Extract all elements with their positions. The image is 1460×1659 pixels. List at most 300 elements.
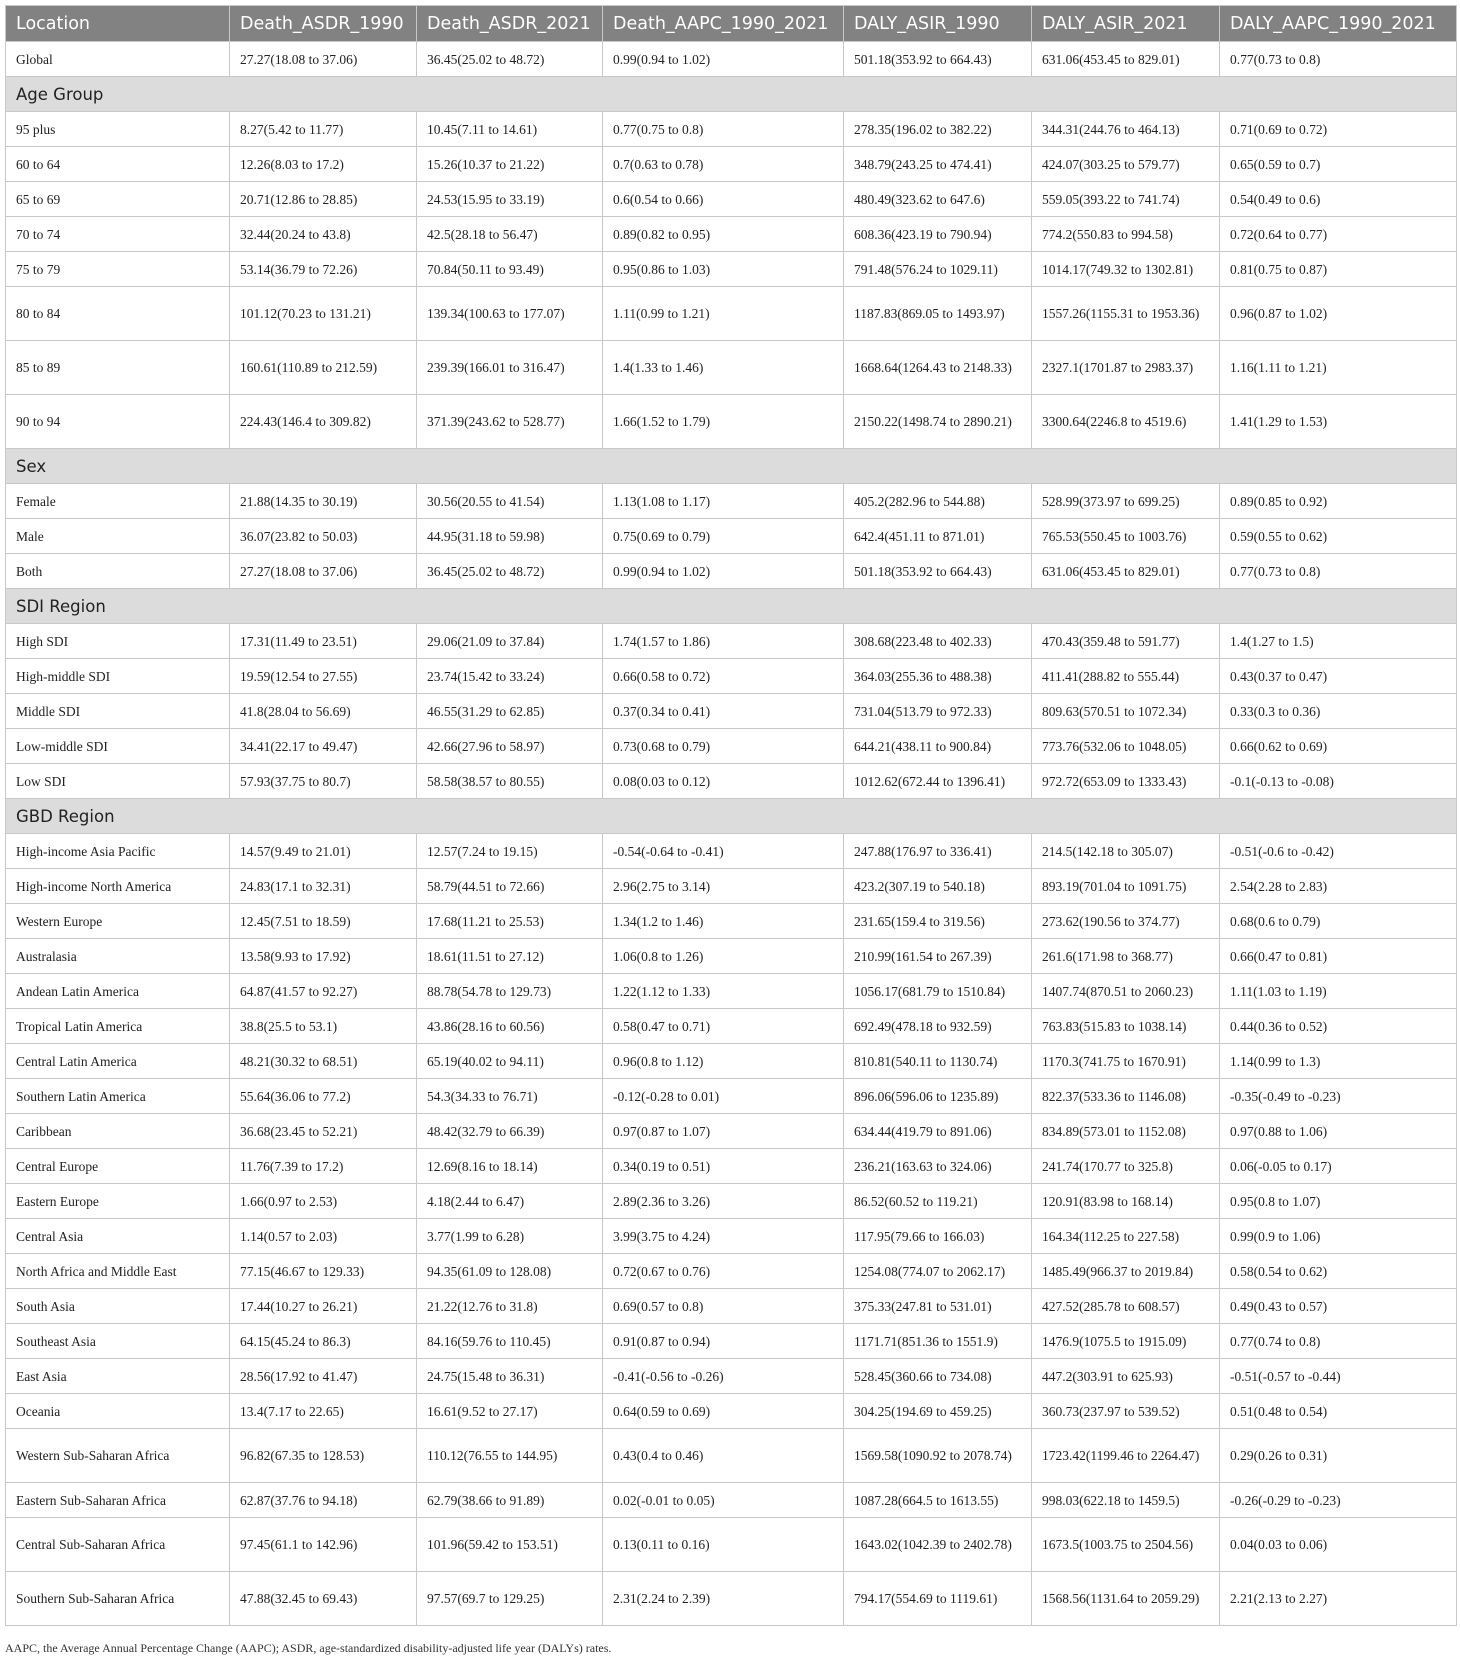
value-cell: 1.11(0.99 to 1.21): [603, 287, 844, 341]
value-cell: 0.77(0.73 to 0.8): [1220, 554, 1457, 589]
table-row: [6, 182, 1457, 217]
column-header: Death_AAPC_1990_2021: [603, 6, 844, 42]
value-cell: 423.2(307.19 to 540.18): [844, 869, 1032, 904]
column-header: Death_ASDR_1990: [230, 6, 417, 42]
value-cell: 411.41(288.82 to 555.44): [1032, 659, 1220, 694]
value-cell: 375.33(247.81 to 531.01): [844, 1289, 1032, 1324]
value-cell: 1568.56(1131.64 to 2059.29): [1032, 1572, 1220, 1626]
value-cell: 1056.17(681.79 to 1510.84): [844, 974, 1032, 1009]
value-cell: 0.99(0.94 to 1.02): [603, 554, 844, 589]
value-cell: 17.68(11.21 to 25.53): [417, 904, 603, 939]
value-cell: 896.06(596.06 to 1235.89): [844, 1079, 1032, 1114]
value-cell: 224.43(146.4 to 309.82): [230, 395, 417, 449]
value-cell: -0.51(-0.6 to -0.42): [1220, 834, 1457, 869]
value-cell: 3.99(3.75 to 4.24): [603, 1219, 844, 1254]
location-cell: Low SDI: [6, 764, 230, 799]
value-cell: 18.61(11.51 to 27.12): [417, 939, 603, 974]
value-cell: 371.39(243.62 to 528.77): [417, 395, 603, 449]
value-cell: 0.95(0.8 to 1.07): [1220, 1184, 1457, 1219]
value-cell: 53.14(36.79 to 72.26): [230, 252, 417, 287]
column-header: DALY_AAPC_1990_2021: [1220, 6, 1457, 42]
value-cell: 41.8(28.04 to 56.69): [230, 694, 417, 729]
value-cell: 0.54(0.49 to 0.6): [1220, 182, 1457, 217]
value-cell: 21.88(14.35 to 30.19): [230, 484, 417, 519]
value-cell: 0.97(0.88 to 1.06): [1220, 1114, 1457, 1149]
value-cell: 1170.3(741.75 to 1670.91): [1032, 1044, 1220, 1079]
table-row: [6, 1289, 1457, 1324]
location-cell: Western Europe: [6, 904, 230, 939]
table-body: [6, 42, 1457, 1626]
value-cell: 214.5(142.18 to 305.07): [1032, 834, 1220, 869]
value-cell: 16.61(9.52 to 27.17): [417, 1394, 603, 1429]
table-row: [6, 1324, 1457, 1359]
table-row: [6, 112, 1457, 147]
value-cell: 160.61(110.89 to 212.59): [230, 341, 417, 395]
value-cell: 94.35(61.09 to 128.08): [417, 1254, 603, 1289]
value-cell: 1.66(0.97 to 2.53): [230, 1184, 417, 1219]
value-cell: 10.45(7.11 to 14.61): [417, 112, 603, 147]
value-cell: 48.42(32.79 to 66.39): [417, 1114, 603, 1149]
location-cell: Southeast Asia: [6, 1324, 230, 1359]
value-cell: 1557.26(1155.31 to 1953.36): [1032, 287, 1220, 341]
location-cell: Low-middle SDI: [6, 729, 230, 764]
value-cell: 1.16(1.11 to 1.21): [1220, 341, 1457, 395]
value-cell: 55.64(36.06 to 77.2): [230, 1079, 417, 1114]
value-cell: 120.91(83.98 to 168.14): [1032, 1184, 1220, 1219]
value-cell: 17.44(10.27 to 26.21): [230, 1289, 417, 1324]
value-cell: 1.11(1.03 to 1.19): [1220, 974, 1457, 1009]
value-cell: 2.21(2.13 to 2.27): [1220, 1572, 1457, 1626]
value-cell: 763.83(515.83 to 1038.14): [1032, 1009, 1220, 1044]
value-cell: 34.41(22.17 to 49.47): [230, 729, 417, 764]
location-cell: Southern Sub-Saharan Africa: [6, 1572, 230, 1626]
value-cell: 17.31(11.49 to 23.51): [230, 624, 417, 659]
section-header-row: [6, 799, 1457, 834]
table-row: [6, 694, 1457, 729]
location-cell: 85 to 89: [6, 341, 230, 395]
value-cell: 3.77(1.99 to 6.28): [417, 1219, 603, 1254]
value-cell: 236.21(163.63 to 324.06): [844, 1149, 1032, 1184]
value-cell: 0.06(-0.05 to 0.17): [1220, 1149, 1457, 1184]
table-row: [6, 484, 1457, 519]
table-row: [6, 869, 1457, 904]
value-cell: 644.21(438.11 to 900.84): [844, 729, 1032, 764]
value-cell: 1.14(0.99 to 1.3): [1220, 1044, 1457, 1079]
value-cell: 64.87(41.57 to 92.27): [230, 974, 417, 1009]
table-row: [6, 974, 1457, 1009]
value-cell: 0.59(0.55 to 0.62): [1220, 519, 1457, 554]
value-cell: 2.89(2.36 to 3.26): [603, 1184, 844, 1219]
value-cell: 101.96(59.42 to 153.51): [417, 1518, 603, 1572]
table-row: [6, 1359, 1457, 1394]
table-header: [6, 6, 1457, 42]
table-row: [6, 395, 1457, 449]
value-cell: 1407.74(870.51 to 2060.23): [1032, 974, 1220, 1009]
value-cell: 57.93(37.75 to 80.7): [230, 764, 417, 799]
value-cell: -0.41(-0.56 to -0.26): [603, 1359, 844, 1394]
value-cell: 1014.17(749.32 to 1302.81): [1032, 252, 1220, 287]
table-row: [6, 624, 1457, 659]
table-row: [6, 729, 1457, 764]
value-cell: 77.15(46.67 to 129.33): [230, 1254, 417, 1289]
value-cell: 2.31(2.24 to 2.39): [603, 1572, 844, 1626]
table-row: [6, 147, 1457, 182]
section-header-row: [6, 589, 1457, 624]
value-cell: 231.65(159.4 to 319.56): [844, 904, 1032, 939]
value-cell: 0.77(0.75 to 0.8): [603, 112, 844, 147]
table-row: [6, 341, 1457, 395]
location-cell: Eastern Sub-Saharan Africa: [6, 1483, 230, 1518]
value-cell: 247.88(176.97 to 336.41): [844, 834, 1032, 869]
value-cell: 308.68(223.48 to 402.33): [844, 624, 1032, 659]
value-cell: 239.39(166.01 to 316.47): [417, 341, 603, 395]
value-cell: 8.27(5.42 to 11.77): [230, 112, 417, 147]
value-cell: 1569.58(1090.92 to 2078.74): [844, 1429, 1032, 1483]
value-cell: 893.19(701.04 to 1091.75): [1032, 869, 1220, 904]
value-cell: 470.43(359.48 to 591.77): [1032, 624, 1220, 659]
value-cell: 692.49(478.18 to 932.59): [844, 1009, 1032, 1044]
value-cell: 139.34(100.63 to 177.07): [417, 287, 603, 341]
value-cell: 210.99(161.54 to 267.39): [844, 939, 1032, 974]
value-cell: 427.52(285.78 to 608.57): [1032, 1289, 1220, 1324]
value-cell: 1.66(1.52 to 1.79): [603, 395, 844, 449]
value-cell: 1.14(0.57 to 2.03): [230, 1219, 417, 1254]
location-cell: North Africa and Middle East: [6, 1254, 230, 1289]
value-cell: 64.15(45.24 to 86.3): [230, 1324, 417, 1359]
location-cell: High-income Asia Pacific: [6, 834, 230, 869]
value-cell: 774.2(550.83 to 994.58): [1032, 217, 1220, 252]
value-cell: 101.12(70.23 to 131.21): [230, 287, 417, 341]
value-cell: 1.41(1.29 to 1.53): [1220, 395, 1457, 449]
value-cell: 608.36(423.19 to 790.94): [844, 217, 1032, 252]
value-cell: 13.4(7.17 to 22.65): [230, 1394, 417, 1429]
location-cell: Australasia: [6, 939, 230, 974]
value-cell: 30.56(20.55 to 41.54): [417, 484, 603, 519]
location-cell: Male: [6, 519, 230, 554]
section-label: SDI Region: [6, 589, 1457, 624]
value-cell: 0.29(0.26 to 0.31): [1220, 1429, 1457, 1483]
location-cell: High-income North America: [6, 869, 230, 904]
value-cell: 46.55(31.29 to 62.85): [417, 694, 603, 729]
value-cell: 1.74(1.57 to 1.86): [603, 624, 844, 659]
value-cell: -0.26(-0.29 to -0.23): [1220, 1483, 1457, 1518]
value-cell: 631.06(453.45 to 829.01): [1032, 42, 1220, 77]
table-row: [6, 1079, 1457, 1114]
table-row: [6, 217, 1457, 252]
value-cell: 36.45(25.02 to 48.72): [417, 42, 603, 77]
value-cell: 20.71(12.86 to 28.85): [230, 182, 417, 217]
results-table: [5, 5, 1457, 1626]
value-cell: -0.1(-0.13 to -0.08): [1220, 764, 1457, 799]
value-cell: 0.77(0.73 to 0.8): [1220, 42, 1457, 77]
value-cell: 822.37(533.36 to 1146.08): [1032, 1079, 1220, 1114]
value-cell: 0.49(0.43 to 0.57): [1220, 1289, 1457, 1324]
value-cell: 1.06(0.8 to 1.26): [603, 939, 844, 974]
value-cell: 0.7(0.63 to 0.78): [603, 147, 844, 182]
value-cell: 3300.64(2246.8 to 4519.6): [1032, 395, 1220, 449]
location-cell: South Asia: [6, 1289, 230, 1324]
value-cell: 634.44(419.79 to 891.06): [844, 1114, 1032, 1149]
location-cell: 60 to 64: [6, 147, 230, 182]
value-cell: 0.58(0.47 to 0.71): [603, 1009, 844, 1044]
value-cell: 0.91(0.87 to 0.94): [603, 1324, 844, 1359]
value-cell: 29.06(21.09 to 37.84): [417, 624, 603, 659]
value-cell: 48.21(30.32 to 68.51): [230, 1044, 417, 1079]
value-cell: 1.34(1.2 to 1.46): [603, 904, 844, 939]
value-cell: 58.58(38.57 to 80.55): [417, 764, 603, 799]
table-row: [6, 1518, 1457, 1572]
value-cell: 405.2(282.96 to 544.88): [844, 484, 1032, 519]
value-cell: 23.74(15.42 to 33.24): [417, 659, 603, 694]
value-cell: 773.76(532.06 to 1048.05): [1032, 729, 1220, 764]
location-cell: Middle SDI: [6, 694, 230, 729]
value-cell: 42.5(28.18 to 56.47): [417, 217, 603, 252]
location-cell: 75 to 79: [6, 252, 230, 287]
location-cell: 80 to 84: [6, 287, 230, 341]
value-cell: 424.07(303.25 to 579.77): [1032, 147, 1220, 182]
value-cell: 19.59(12.54 to 27.55): [230, 659, 417, 694]
value-cell: 0.77(0.74 to 0.8): [1220, 1324, 1457, 1359]
location-cell: Both: [6, 554, 230, 589]
value-cell: 110.12(76.55 to 144.95): [417, 1429, 603, 1483]
value-cell: 1.22(1.12 to 1.33): [603, 974, 844, 1009]
value-cell: 0.96(0.8 to 1.12): [603, 1044, 844, 1079]
table-footnote: AAPC, the Average Annual Percentage Change (AAPC); ASDR, age-standardized disability-adjusted life year (DALYs) rates.: [5, 1641, 612, 1655]
location-cell: Southern Latin America: [6, 1079, 230, 1114]
location-cell: High-middle SDI: [6, 659, 230, 694]
value-cell: 0.51(0.48 to 0.54): [1220, 1394, 1457, 1429]
value-cell: 62.87(37.76 to 94.18): [230, 1483, 417, 1518]
value-cell: 2327.1(1701.87 to 2983.37): [1032, 341, 1220, 395]
value-cell: 765.53(550.45 to 1003.76): [1032, 519, 1220, 554]
value-cell: 1.4(1.27 to 1.5): [1220, 624, 1457, 659]
value-cell: 0.73(0.68 to 0.79): [603, 729, 844, 764]
value-cell: 998.03(622.18 to 1459.5): [1032, 1483, 1220, 1518]
value-cell: 642.4(451.11 to 871.01): [844, 519, 1032, 554]
value-cell: 86.52(60.52 to 119.21): [844, 1184, 1032, 1219]
value-cell: 32.44(20.24 to 43.8): [230, 217, 417, 252]
value-cell: 24.75(15.48 to 36.31): [417, 1359, 603, 1394]
value-cell: 0.43(0.37 to 0.47): [1220, 659, 1457, 694]
value-cell: 28.56(17.92 to 41.47): [230, 1359, 417, 1394]
value-cell: 11.76(7.39 to 17.2): [230, 1149, 417, 1184]
value-cell: 24.83(17.1 to 32.31): [230, 869, 417, 904]
value-cell: 447.2(303.91 to 625.93): [1032, 1359, 1220, 1394]
column-header: DALY_ASIR_1990: [844, 6, 1032, 42]
value-cell: 0.66(0.58 to 0.72): [603, 659, 844, 694]
value-cell: 278.35(196.02 to 382.22): [844, 112, 1032, 147]
value-cell: 0.08(0.03 to 0.12): [603, 764, 844, 799]
location-cell: Central Asia: [6, 1219, 230, 1254]
table-row: [6, 1219, 1457, 1254]
table-row: [6, 764, 1457, 799]
value-cell: 528.45(360.66 to 734.08): [844, 1359, 1032, 1394]
value-cell: -0.54(-0.64 to -0.41): [603, 834, 844, 869]
value-cell: 241.74(170.77 to 325.8): [1032, 1149, 1220, 1184]
value-cell: 27.27(18.08 to 37.06): [230, 42, 417, 77]
value-cell: 27.27(18.08 to 37.06): [230, 554, 417, 589]
value-cell: 47.88(32.45 to 69.43): [230, 1572, 417, 1626]
value-cell: 1673.5(1003.75 to 2504.56): [1032, 1518, 1220, 1572]
value-cell: 0.6(0.54 to 0.66): [603, 182, 844, 217]
table-row: [6, 834, 1457, 869]
value-cell: 559.05(393.22 to 741.74): [1032, 182, 1220, 217]
table-row: [6, 659, 1457, 694]
value-cell: 1.4(1.33 to 1.46): [603, 341, 844, 395]
value-cell: 1643.02(1042.39 to 2402.78): [844, 1518, 1032, 1572]
value-cell: 528.99(373.97 to 699.25): [1032, 484, 1220, 519]
table-row: [6, 554, 1457, 589]
value-cell: 1723.42(1199.46 to 2264.47): [1032, 1429, 1220, 1483]
value-cell: 164.34(112.25 to 227.58): [1032, 1219, 1220, 1254]
value-cell: 501.18(353.92 to 664.43): [844, 42, 1032, 77]
value-cell: 344.31(244.76 to 464.13): [1032, 112, 1220, 147]
value-cell: 0.64(0.59 to 0.69): [603, 1394, 844, 1429]
value-cell: -0.12(-0.28 to 0.01): [603, 1079, 844, 1114]
value-cell: 4.18(2.44 to 6.47): [417, 1184, 603, 1219]
value-cell: 631.06(453.45 to 829.01): [1032, 554, 1220, 589]
value-cell: 1254.08(774.07 to 2062.17): [844, 1254, 1032, 1289]
value-cell: 0.99(0.94 to 1.02): [603, 42, 844, 77]
location-cell: East Asia: [6, 1359, 230, 1394]
location-cell: Caribbean: [6, 1114, 230, 1149]
value-cell: 348.79(243.25 to 474.41): [844, 147, 1032, 182]
table-row: [6, 1149, 1457, 1184]
value-cell: 480.49(323.62 to 647.6): [844, 182, 1032, 217]
location-cell: Andean Latin America: [6, 974, 230, 1009]
value-cell: 1187.83(869.05 to 1493.97): [844, 287, 1032, 341]
value-cell: 44.95(31.18 to 59.98): [417, 519, 603, 554]
value-cell: 1.13(1.08 to 1.17): [603, 484, 844, 519]
value-cell: 70.84(50.11 to 93.49): [417, 252, 603, 287]
table-row: [6, 42, 1457, 77]
value-cell: 2.54(2.28 to 2.83): [1220, 869, 1457, 904]
table-row: [6, 519, 1457, 554]
location-cell: 95 plus: [6, 112, 230, 147]
location-cell: Central Latin America: [6, 1044, 230, 1079]
value-cell: 1012.62(672.44 to 1396.41): [844, 764, 1032, 799]
value-cell: 360.73(237.97 to 539.52): [1032, 1394, 1220, 1429]
location-cell: Oceania: [6, 1394, 230, 1429]
value-cell: 0.89(0.85 to 0.92): [1220, 484, 1457, 519]
column-header: Location: [6, 6, 230, 42]
value-cell: 0.69(0.57 to 0.8): [603, 1289, 844, 1324]
value-cell: 0.33(0.3 to 0.36): [1220, 694, 1457, 729]
value-cell: -0.35(-0.49 to -0.23): [1220, 1079, 1457, 1114]
value-cell: 36.45(25.02 to 48.72): [417, 554, 603, 589]
value-cell: 88.78(54.78 to 129.73): [417, 974, 603, 1009]
value-cell: 14.57(9.49 to 21.01): [230, 834, 417, 869]
location-cell: Global: [6, 42, 230, 77]
value-cell: 38.8(25.5 to 53.1): [230, 1009, 417, 1044]
value-cell: -0.51(-0.57 to -0.44): [1220, 1359, 1457, 1394]
value-cell: 0.43(0.4 to 0.46): [603, 1429, 844, 1483]
value-cell: 1485.49(966.37 to 2019.84): [1032, 1254, 1220, 1289]
value-cell: 96.82(67.35 to 128.53): [230, 1429, 417, 1483]
location-cell: Central Europe: [6, 1149, 230, 1184]
value-cell: 15.26(10.37 to 21.22): [417, 147, 603, 182]
location-cell: Tropical Latin America: [6, 1009, 230, 1044]
column-header: Death_ASDR_2021: [417, 6, 603, 42]
value-cell: 501.18(353.92 to 664.43): [844, 554, 1032, 589]
value-cell: 0.65(0.59 to 0.7): [1220, 147, 1457, 182]
value-cell: 0.89(0.82 to 0.95): [603, 217, 844, 252]
table-row: [6, 1429, 1457, 1483]
value-cell: 1171.71(851.36 to 1551.9): [844, 1324, 1032, 1359]
value-cell: 0.71(0.69 to 0.72): [1220, 112, 1457, 147]
value-cell: 0.97(0.87 to 1.07): [603, 1114, 844, 1149]
table-row: [6, 1114, 1457, 1149]
value-cell: 1668.64(1264.43 to 2148.33): [844, 341, 1032, 395]
location-cell: High SDI: [6, 624, 230, 659]
value-cell: 36.07(23.82 to 50.03): [230, 519, 417, 554]
value-cell: 834.89(573.01 to 1152.08): [1032, 1114, 1220, 1149]
value-cell: 0.04(0.03 to 0.06): [1220, 1518, 1457, 1572]
value-cell: 0.34(0.19 to 0.51): [603, 1149, 844, 1184]
value-cell: 65.19(40.02 to 94.11): [417, 1044, 603, 1079]
column-header: DALY_ASIR_2021: [1032, 6, 1220, 42]
location-cell: Eastern Europe: [6, 1184, 230, 1219]
value-cell: 58.79(44.51 to 72.66): [417, 869, 603, 904]
table-row: [6, 1184, 1457, 1219]
location-cell: Western Sub-Saharan Africa: [6, 1429, 230, 1483]
value-cell: 21.22(12.76 to 31.8): [417, 1289, 603, 1324]
location-cell: 90 to 94: [6, 395, 230, 449]
value-cell: 794.17(554.69 to 1119.61): [844, 1572, 1032, 1626]
location-cell: 70 to 74: [6, 217, 230, 252]
value-cell: 304.25(194.69 to 459.25): [844, 1394, 1032, 1429]
value-cell: 0.44(0.36 to 0.52): [1220, 1009, 1457, 1044]
value-cell: 0.75(0.69 to 0.79): [603, 519, 844, 554]
value-cell: 54.3(34.33 to 76.71): [417, 1079, 603, 1114]
section-header-row: [6, 77, 1457, 112]
table-row: [6, 1254, 1457, 1289]
value-cell: 117.95(79.66 to 166.03): [844, 1219, 1032, 1254]
location-cell: Central Sub-Saharan Africa: [6, 1518, 230, 1572]
value-cell: 97.45(61.1 to 142.96): [230, 1518, 417, 1572]
section-label: Age Group: [6, 77, 1457, 112]
value-cell: 273.62(190.56 to 374.77): [1032, 904, 1220, 939]
value-cell: 12.26(8.03 to 17.2): [230, 147, 417, 182]
header-row: [6, 6, 1457, 42]
value-cell: 791.48(576.24 to 1029.11): [844, 252, 1032, 287]
value-cell: 810.81(540.11 to 1130.74): [844, 1044, 1032, 1079]
section-label: GBD Region: [6, 799, 1457, 834]
value-cell: 364.03(255.36 to 488.38): [844, 659, 1032, 694]
value-cell: 12.45(7.51 to 18.59): [230, 904, 417, 939]
value-cell: 13.58(9.93 to 17.92): [230, 939, 417, 974]
value-cell: 43.86(28.16 to 60.56): [417, 1009, 603, 1044]
value-cell: 0.96(0.87 to 1.02): [1220, 287, 1457, 341]
value-cell: 0.66(0.47 to 0.81): [1220, 939, 1457, 974]
value-cell: 0.81(0.75 to 0.87): [1220, 252, 1457, 287]
value-cell: 36.68(23.45 to 52.21): [230, 1114, 417, 1149]
value-cell: 84.16(59.76 to 110.45): [417, 1324, 603, 1359]
section-label: Sex: [6, 449, 1457, 484]
table-row: [6, 287, 1457, 341]
value-cell: 0.58(0.54 to 0.62): [1220, 1254, 1457, 1289]
value-cell: 24.53(15.95 to 33.19): [417, 182, 603, 217]
section-header-row: [6, 449, 1457, 484]
value-cell: 62.79(38.66 to 91.89): [417, 1483, 603, 1518]
value-cell: 731.04(513.79 to 972.33): [844, 694, 1032, 729]
value-cell: 0.13(0.11 to 0.16): [603, 1518, 844, 1572]
value-cell: 2.96(2.75 to 3.14): [603, 869, 844, 904]
value-cell: 0.68(0.6 to 0.79): [1220, 904, 1457, 939]
value-cell: 1087.28(664.5 to 1613.55): [844, 1483, 1032, 1518]
location-cell: Female: [6, 484, 230, 519]
table-row: [6, 252, 1457, 287]
